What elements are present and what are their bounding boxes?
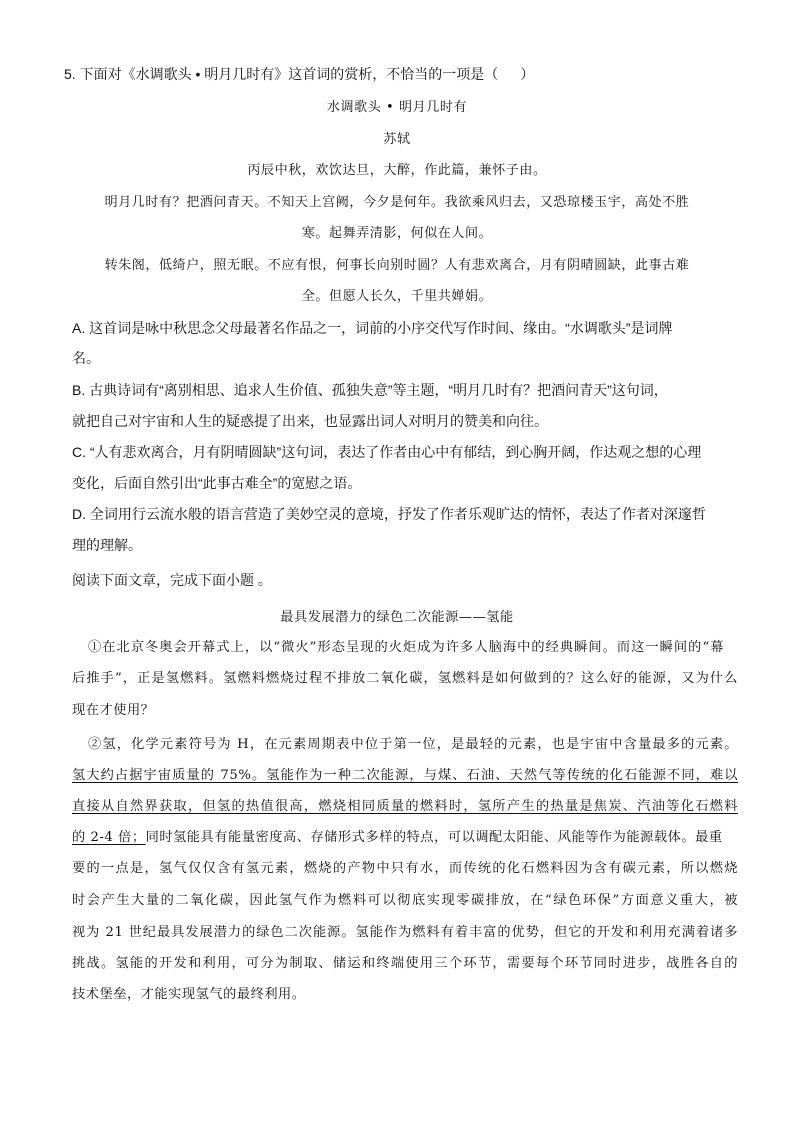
poem-preface: 丙辰中秋，欢饮达旦，大醉，作此篇，兼怀子由。 — [247, 163, 547, 178]
article-paragraph-2: 挑战。氢能的开发和利用，可分为制取、储运和终端使用三个环节，需要每个环节同时进步，战胜各自的 — [72, 956, 738, 971]
option-a-cont: 名。 — [72, 350, 100, 366]
poem-line: 寒。起舞弄清影，何似在人间。 — [301, 226, 493, 241]
article-paragraph-2: 视为 21 世纪最具发展潜力的绿色二次能源。氢能作为燃料有着丰富的优势，但它的开发和利用充满着诸多 — [72, 925, 738, 940]
underlined-sentence: 直接从自然界获取，但氢的热值很高，燃烧相同质量的燃料时，氢所产生的热量是焦炭、汽油等化石燃料 — [72, 799, 738, 814]
article-paragraph-2 — [72, 828, 723, 848]
option-b: B. 古典诗词有“离别相思、追求人生价值、孤独失意”等主题，“明月几时有？把酒问青天”这句词， — [72, 382, 668, 398]
question-stem-text: 5. 下面对《水调歌头 • 明月几时有》这首词的赏析，不恰当的一项是（ — [64, 66, 499, 82]
poem-line: 明月几时有？把酒问青天。不知天上宫阙，今夕是何年。我欲乘风归去，又恐琼楼玉宇，高处不胜 — [104, 195, 690, 210]
underlined-sentence: 氢大约占据宇宙质量的 75%。氢能作为一种二次能源，与煤、石油、天然气等传统的化石能源不同，难以 — [72, 768, 738, 783]
option-b-cont: 就把自己对宇宙和人生的疑惑提了出来，也显露出词人对明月的赞美和向往。 — [72, 413, 548, 429]
article-paragraph-1: 现在才使用？ — [72, 703, 155, 718]
question-stem — [64, 64, 534, 84]
article-paragraph-1: ①在北京冬奥会开幕式上，以“微火”形态呈现的火炬成为许多人脑海中的经典瞬间。而这一瞬间的“幕 — [88, 640, 724, 655]
option-a: A. 这首词是咏中秋思念父母最著名作品之一，词前的小序交代写作时间、缘由。“水调歌头”是词牌 — [72, 320, 673, 336]
option-d: D. 全词用行云流水般的语言营造了美妙空灵的意境，抒发了作者乐观旷达的情怀，表达了作者对深邃哲 — [72, 506, 706, 522]
reading-instruction: 阅读下面文章，完成下面小题 。 — [72, 572, 272, 588]
poem-line: 转朱阁，低绮户，照无眠。不应有恨，何事长向别时圆？人有悲欢离合，月有阴晴圆缺，此事古难 — [104, 258, 690, 273]
article-paragraph-1: 后推手”，正是氢燃料。氢燃料燃烧过程不排放二氧化碳，氢燃料是如何做到的？这么好的能源，又为什么 — [72, 671, 738, 686]
article-text: 同时氢能具有能量密度高、存储形式多样的特点，可以调配太阳能、风能等作为能源载体。最重 — [145, 830, 723, 845]
article-paragraph-2: ②氢，化学元素符号为 H，在元素周期表中位于第一位，是最轻的元素，也是宇宙中含量最多的元素。 — [88, 737, 738, 752]
poem-title: 水调歌头 • 明月几时有 — [326, 100, 468, 115]
option-d-cont: 理的理解。 — [72, 537, 142, 553]
article-paragraph-2: 时会产生大量的二氧化碳，因此氢气作为燃料可以彻底实现零碳排放，在“绿色环保”方面意义重大，被 — [72, 893, 738, 908]
underlined-sentence: 的 2-4 倍； — [72, 830, 146, 845]
article-paragraph-2: 技术堡垒，才能实现氢气的最终利用。 — [72, 987, 306, 1002]
article-title: 最具发展潜力的绿色二次能源——氢能 — [280, 610, 514, 625]
option-c: C. “人有悲欢离合，月有阴晴圆缺”这句词，表达了作者由心中有郁结，到心胸开阔，作达观之想的心理 — [72, 444, 702, 460]
poem-author: 苏轼 — [383, 132, 411, 147]
question-stem-close: ） — [520, 66, 535, 82]
poem-line: 全。但愿人长久，千里共婵娟。 — [301, 289, 493, 304]
option-c-cont: 变化，后面自然引出“此事古难全”的宽慰之语。 — [72, 475, 362, 491]
article-paragraph-2: 要的一点是，氢气仅仅含有氢元素，燃烧的产物中只有水，而传统的化石燃料因为含有碳元素，所以燃烧 — [72, 861, 738, 876]
